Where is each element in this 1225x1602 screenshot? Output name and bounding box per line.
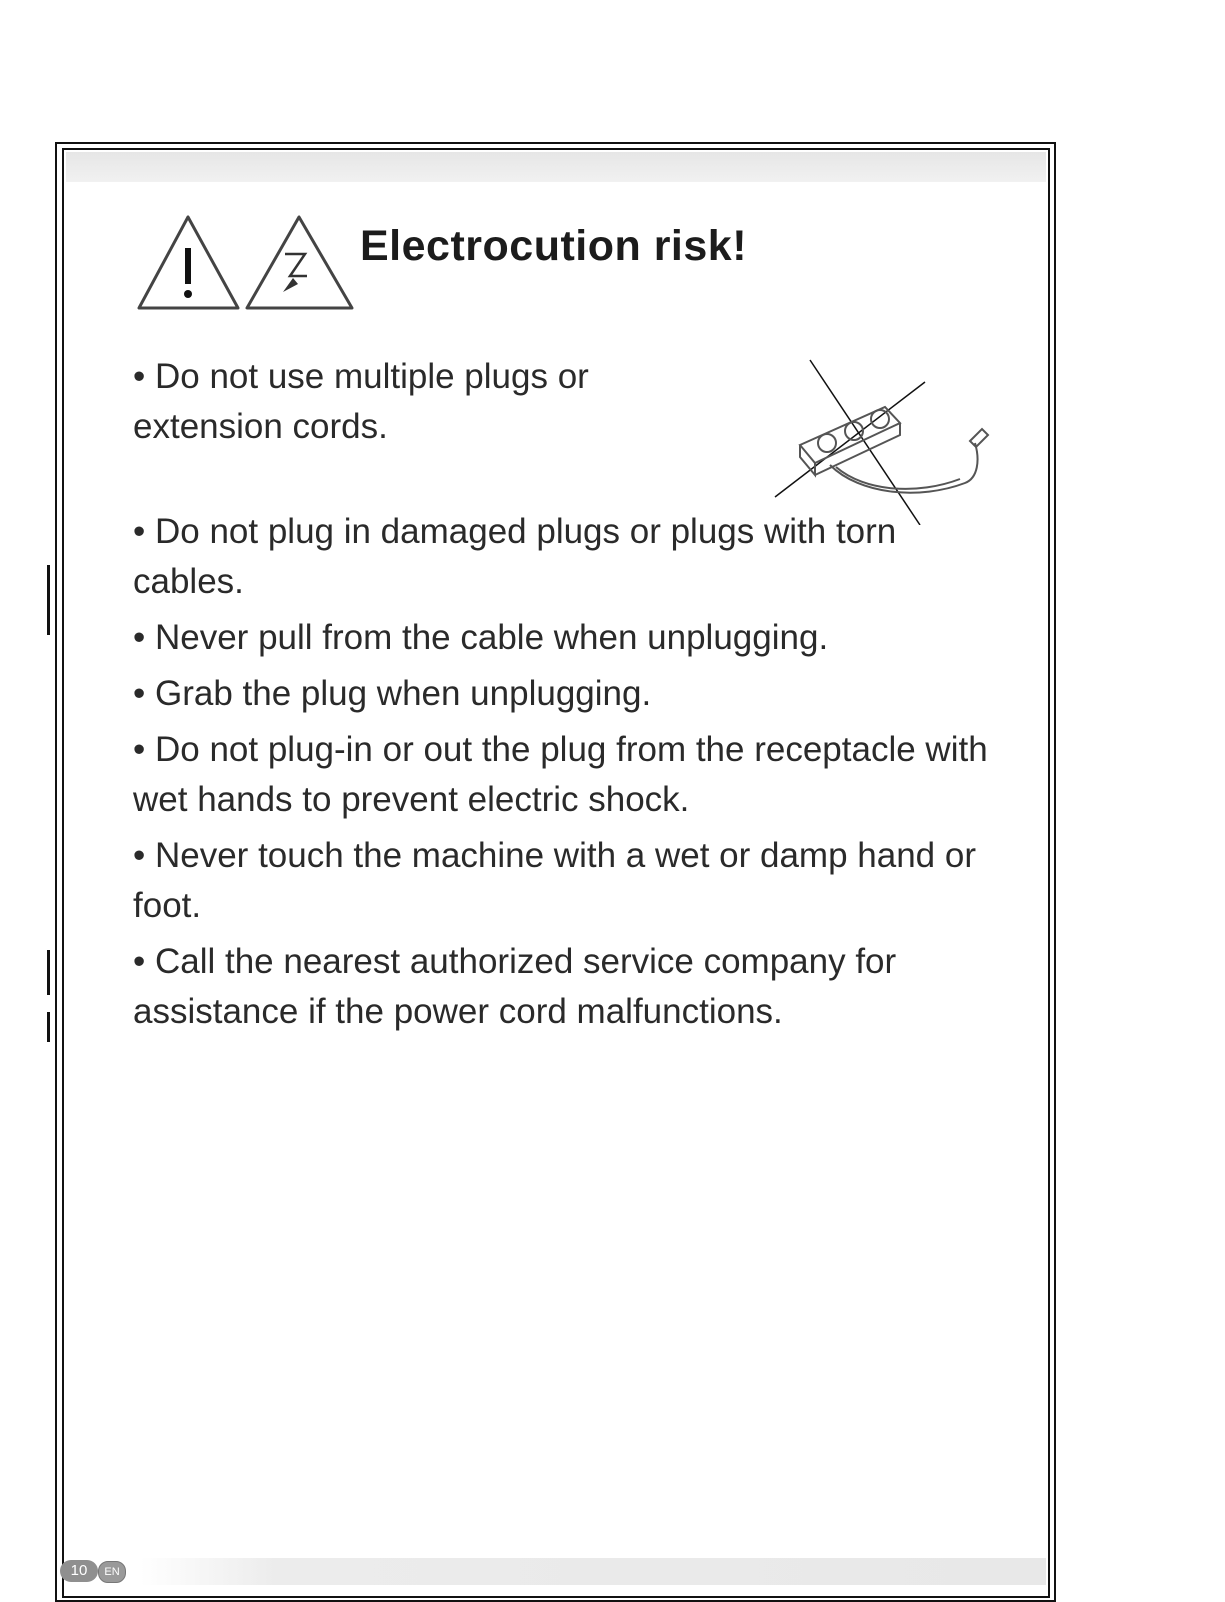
instruction-item: • Do not plug in damaged plugs or plugs with torn cables. [133, 512, 897, 601]
warning-exclamation-icon [139, 217, 238, 308]
language-badge: EN [98, 1561, 126, 1583]
page-number: 10 [60, 1560, 98, 1582]
footer-band [140, 1558, 1046, 1585]
warning-icons [135, 212, 357, 312]
header-band [66, 152, 1046, 182]
instructions-list [133, 352, 993, 1043]
section-heading: Electrocution risk! [360, 222, 748, 270]
instruction-item: • Never pull from the cable when unplugging. [133, 618, 829, 657]
instruction-item: • Do not use multiple plugs or extension cords. [133, 357, 589, 446]
page-badge [58, 1558, 138, 1585]
electric-shock-icon [247, 217, 352, 308]
instruction-item: • Do not plug-in or out the plug from the receptacle with wet hands to prevent electric shock. [133, 730, 988, 819]
instruction-item: • Call the nearest authorized service company for assistance if the power cord malfunctions. [133, 942, 897, 1031]
instruction-item: • Grab the plug when unplugging. [133, 674, 652, 713]
instruction-item: • Never touch the machine with a wet or damp hand or foot. [133, 836, 976, 925]
